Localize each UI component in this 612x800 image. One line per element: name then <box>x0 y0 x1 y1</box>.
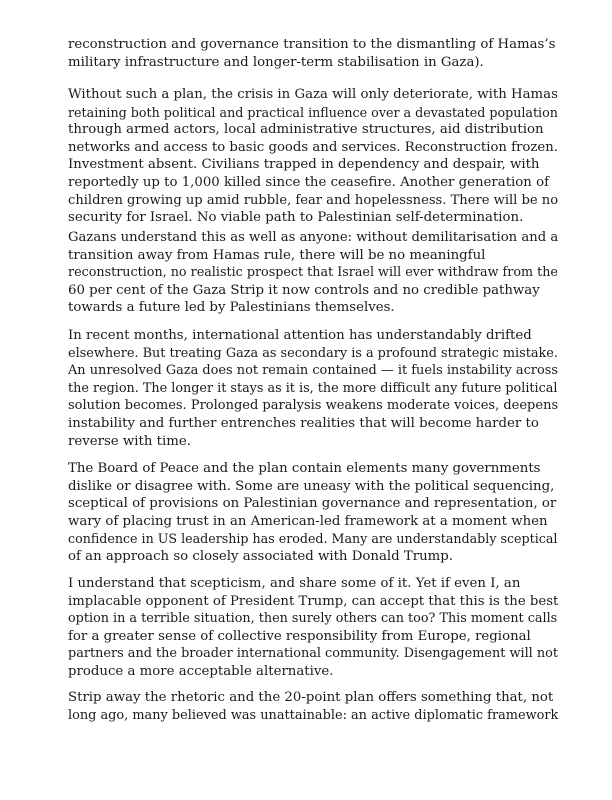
text-line: An unresolved Gaza does not remain contained — it fuels instability across <box>68 363 558 379</box>
text-line: networks and access to basic goods and services. Reconstruction frozen. <box>68 139 558 155</box>
text-line: dislike or disagree with. Some are uneasy with the political sequencing, <box>68 478 555 494</box>
text-line: reconstruction and governance transition to the dismantling of Hamas’s <box>68 37 556 52</box>
text-line: Investment absent. Civilians trapped in dependency and despair, with <box>68 157 540 173</box>
text-line: elsewhere. But treating Gaza as secondary is a profound strategic mistake. <box>68 345 558 361</box>
text-line: transition away from Hamas rule, there will be no meaningful <box>68 247 486 263</box>
text-line: partners and the broader international community. Disengagement will not <box>68 646 558 662</box>
text-line: In recent months, international attention has understandably drifted <box>68 328 532 343</box>
paragraph-6 <box>68 575 558 681</box>
text-line: towards a future led by Palestinians themselves. <box>68 300 395 316</box>
text-line: military infrastructure and longer-term stabilisation in Gaza). <box>68 54 484 70</box>
text-line: retaining both political and practical influence over a devastated population <box>68 104 558 120</box>
text-line: of an approach so closely associated with Donald Trump. <box>68 548 454 564</box>
text-line: sceptical of provisions on Palestinian governance and representation, or <box>68 496 557 512</box>
text-line: children growing up amid rubble, fear and hopelessness. There will be no <box>68 192 559 208</box>
paragraph-1 <box>68 36 558 71</box>
text-line: The Board of Peace and the plan contain elements many governments <box>68 461 541 476</box>
text-line: reverse with time. <box>68 433 191 449</box>
paragraph-7 <box>68 689 558 724</box>
text-line: wary of placing trust in an American-led framework at a moment when <box>68 513 548 529</box>
paragraph-4 <box>68 327 558 450</box>
text-line: long ago, many believed was unattainable: an active diplomatic framework <box>68 707 559 723</box>
text-line: I understand that scepticism, and share some of it. Yet if even I, an <box>68 576 521 591</box>
text-line: confidence in US leadership has eroded. Many are understandably sceptical <box>68 531 558 547</box>
text-line: Strip away the rhetoric and the 20-point plan offers something that, not <box>68 690 554 705</box>
text-line: through armed actors, local administrative structures, aid distribution <box>68 122 544 138</box>
text-line: Gazans understand this as well as anyone: without demilitarisation and a <box>68 230 559 245</box>
text-line: the region. The longer it stays as it is, the more difficult any future political <box>68 380 558 396</box>
text-line: Without such a plan, the crisis in Gaza will only deteriorate, with Hamas <box>68 87 558 102</box>
text-line: instability and further entrenches realities that will become harder to <box>68 415 539 431</box>
text-line: security for Israel. No viable path to Palestinian self-determination. <box>68 210 524 226</box>
text-line: 60 per cent of the Gaza Strip it now controls and no credible pathway <box>68 282 540 298</box>
text-line: solution becomes. Prolonged paralysis weakens moderate voices, deepens <box>68 398 559 414</box>
text-line: implacable opponent of President Trump, can accept that this is the best <box>68 593 559 609</box>
paragraph-5 <box>68 460 558 566</box>
text-line: reportedly up to 1,000 killed since the ceasefire. Another generation of <box>68 174 550 190</box>
text-line: produce a more acceptable alternative. <box>68 663 334 679</box>
paragraph-2 <box>68 86 558 227</box>
text-line: option in a terrible situation, then surely others can too? This moment calls <box>68 611 558 627</box>
text-line: reconstruction, no realistic prospect that Israel will ever withdraw from the <box>68 265 558 281</box>
text-line: for a greater sense of collective responsibility from Europe, regional <box>68 628 531 644</box>
paragraph-3 <box>68 229 558 317</box>
